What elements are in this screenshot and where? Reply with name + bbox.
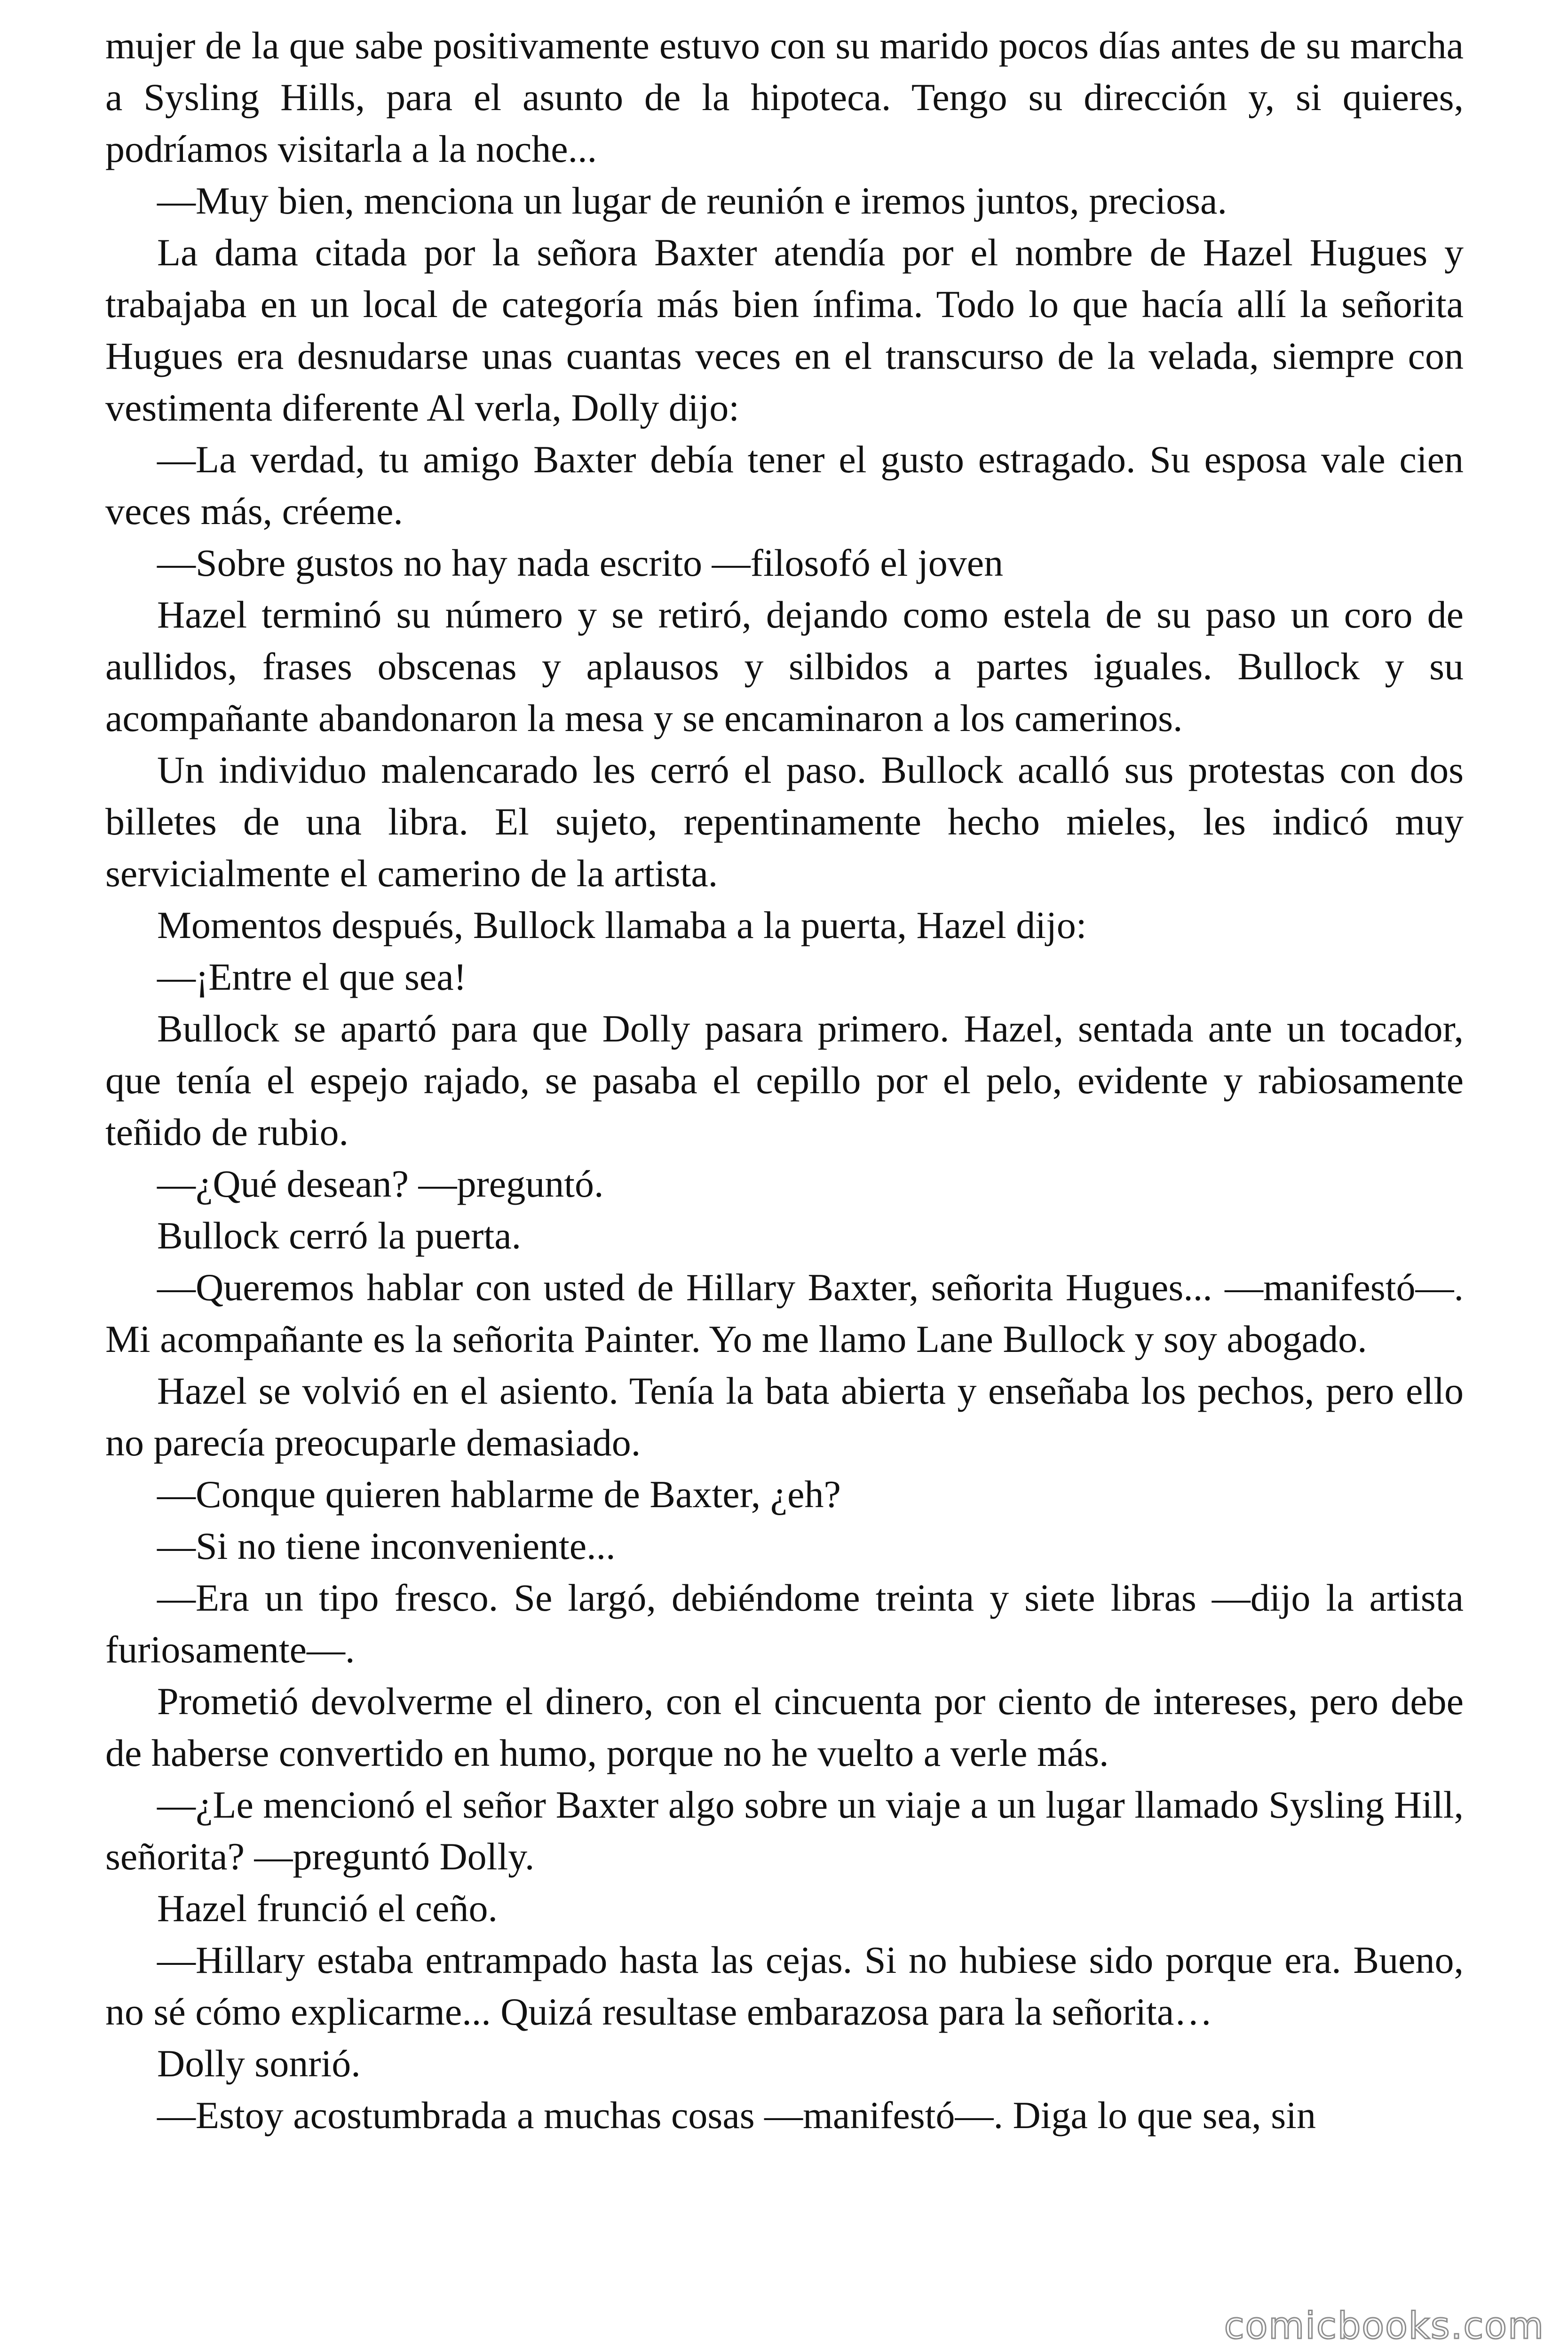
paragraph-10: Bullock se apartó para que Dolly pasara primero. Hazel, sentada ante un tocador, que tenía el espejo rajado, se pasaba el cepillo por el pelo, evidente y rabiosamente teñido de rubio.: [105, 1007, 1464, 1153]
paragraph-4: —La verdad, tu amigo Baxter debía tener el gusto estragado. Su esposa vale cien veces más, créeme.: [105, 438, 1464, 532]
paragraph-16: —Si no tiene inconveniente...: [157, 1525, 616, 1567]
paragraph-3: La dama citada por la señora Baxter atendía por el nombre de Hazel Hugues y trabajaba en un local de categoría más bien ínfima. Todo lo que hacía allí la señorita Hugues era desnudarse unas cuantas veces en el transcurso de la velada, siempre con vestimenta diferente Al verla, Dolly dijo:: [105, 231, 1464, 429]
paragraph-6: Hazel terminó su número y se retiró, dejando como estela de su paso un coro de aullidos, frases obscenas y aplausos y silbidos a partes iguales. Bullock y su acompañante abandonaron la mesa y se encaminaron a los camerinos.: [105, 593, 1464, 739]
paragraph-11: —¿Qué desean? —preguntó.: [157, 1162, 604, 1205]
book-page-text: [105, 20, 1464, 2141]
paragraph-2: —Muy bien, menciona un lugar de reunión e iremos juntos, preciosa.: [157, 179, 1227, 222]
paragraph-9: —¡Entre el que sea!: [157, 955, 467, 998]
paragraph-13: —Queremos hablar con usted de Hillary Baxter, señorita Hugues... —manifestó—. Mi acompañante es la señorita Painter. Yo me llamo Lane Bullock y soy abogado.: [105, 1266, 1464, 1360]
paragraph-18: Prometió devolverme el dinero, con el cincuenta por ciento de intereses, pero debe de haberse convertido en humo, porque no he vuelto a verle más.: [105, 1680, 1464, 1774]
paragraph-22: Dolly sonrió.: [157, 2042, 361, 2085]
paragraph-7: Un individuo malencarado les cerró el paso. Bullock acalló sus protestas con dos billetes de una libra. El sujeto, repentinamente hecho mieles, les indicó muy servicialmente el camerino de la artista.: [105, 748, 1464, 895]
paragraph-8: Momentos después, Bullock llamaba a la puerta, Hazel dijo:: [157, 904, 1087, 946]
paragraph-1: mujer de la que sabe positivamente estuvo con su marido pocos días antes de su marcha a Sysling Hills, para el asunto de la hipoteca. Tengo su dirección y, si quieres, podríamos visitarla a la noche...: [105, 24, 1464, 170]
paragraph-21: —Hillary estaba entrampado hasta las cejas. Si no hubiese sido porque era. Bueno, no sé cómo explicarme... Quizá resultase embarazosa para la señorita…: [105, 1939, 1464, 2033]
paragraph-19: —¿Le mencionó el señor Baxter algo sobre un viaje a un lugar llamado Sysling Hill, señorita? —preguntó Dolly.: [105, 1783, 1464, 1878]
paragraph-23: —Estoy acostumbrada a muchas cosas —manifestó—. Diga lo que sea, sin: [157, 2094, 1316, 2137]
watermark-text: comicbooks.com: [1224, 2305, 1544, 2347]
paragraph-14: Hazel se volvió en el asiento. Tenía la bata abierta y enseñaba los pechos, pero ello no parecía preocuparle demasiado.: [105, 1369, 1464, 1464]
paragraph-12: Bullock cerró la puerta.: [157, 1214, 522, 1257]
paragraph-15: —Conque quieren hablarme de Baxter, ¿eh?: [157, 1473, 841, 1516]
paragraph-17: —Era un tipo fresco. Se largó, debiéndome treinta y siete libras —dijo la artista furiosamente—.: [105, 1576, 1464, 1671]
paragraph-5: —Sobre gustos no hay nada escrito —filosofó el joven: [157, 541, 1004, 584]
paragraph-20: Hazel frunció el ceño.: [157, 1887, 498, 1930]
